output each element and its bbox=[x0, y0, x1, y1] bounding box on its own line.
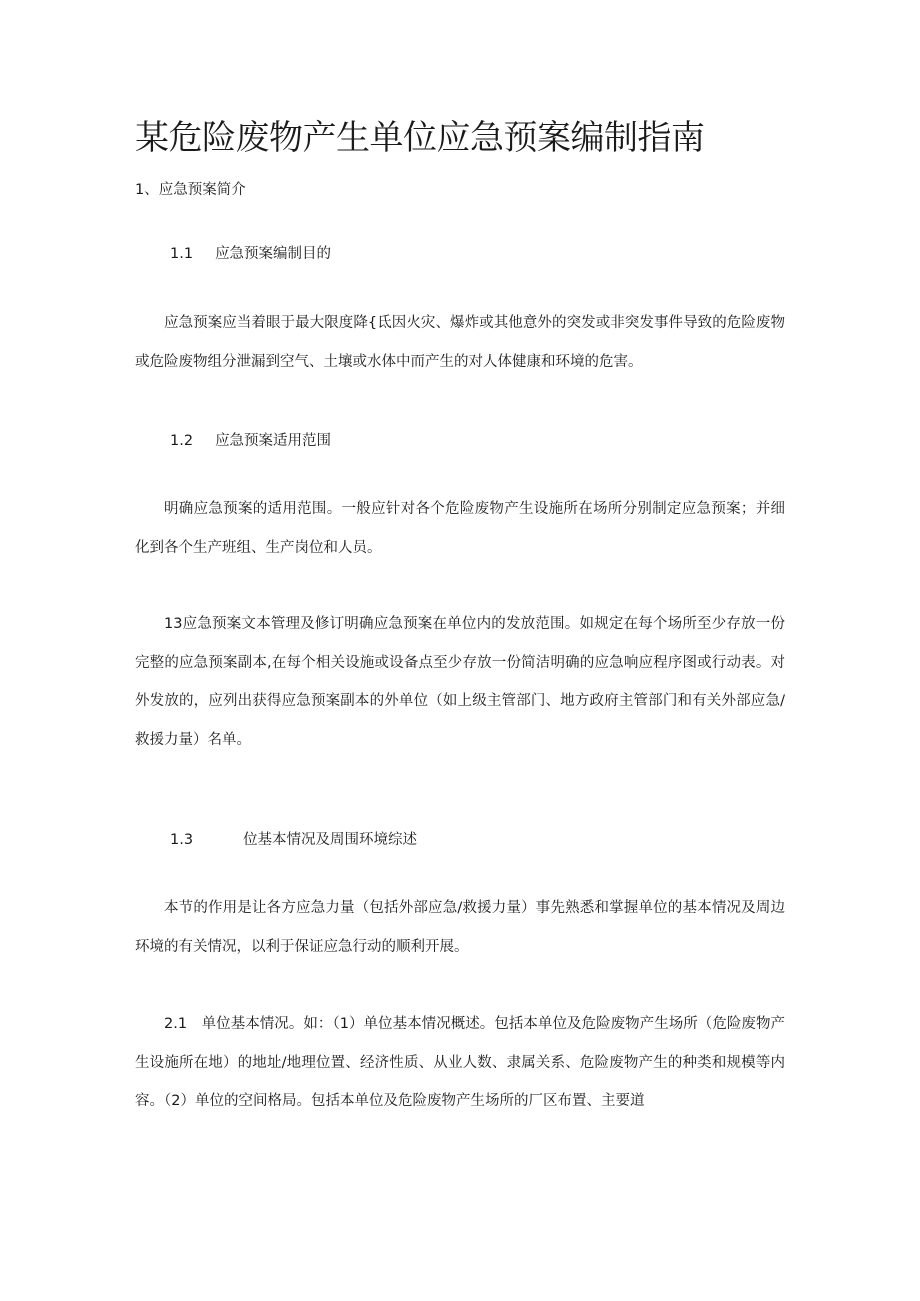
subheading-text: 应急预案编制目的 bbox=[215, 246, 332, 262]
document-title: 某危险废物产生单位应急预案编制指南 bbox=[135, 118, 705, 158]
paragraph-2-1: 2.1 单位基本情况。如：（1）单位基本情况概述。包括本单位及危险废物产生场所（危险废物产生设施所在地）的地址/地理位置、经济性质、从业人数、隶属关系、危险废物产生的种类和规模等内容。（2）单位的空间格局。包括本单位及危险废物产生场所的厂区布置、主要道 bbox=[135, 1016, 785, 1109]
subheading-1-1 bbox=[170, 244, 331, 264]
subheading-number: 1.1 bbox=[170, 246, 194, 262]
subheading-text: 应急预案适用范围 bbox=[215, 433, 332, 449]
paragraph-1-2: 明确应急预案的适用范围。一般应针对各个危险废物产生设施所在场所分别制定应急预案；并细化到各个生产班组、生产岗位和人员。 bbox=[135, 501, 785, 556]
paragraph-1-3: 本节的作用是让各方应急力量（包括外部应急/救援力量）事先熟悉和掌握单位的基本情况及周边环境的有关情况，以利于保证应急行动的顺利开展。 bbox=[135, 900, 785, 955]
subheading-number: 1.2 bbox=[170, 433, 194, 449]
paragraph-13: 13应急预案文本管理及修订明确应急预案在单位内的发放范围。如规定在每个场所至少存放一份完整的应急预案副本,在每个相关设施或设备点至少存放一份简洁明确的应急响应程序图或行动表。对外发放的，应列出获得应急预案副本的外单位（如上级主管部门、地方政府主管部门和有关外部应急/救援力量）名单。 bbox=[135, 616, 785, 748]
subheading-1-2 bbox=[170, 431, 331, 451]
subheading-text: 位基本情况及周围环境综述 bbox=[243, 832, 418, 848]
paragraph-1-1: 应急预案应当着眼于最大限度降{氐因火灾、爆炸或其他意外的突发或非突发事件导致的危险废物或危险废物组分泄漏到空气、土壤或水体中而产生的对人体健康和环境的危害。 bbox=[135, 315, 785, 370]
subheading-number: 1.3 bbox=[170, 832, 194, 848]
section-heading-1: 1、应急预案简介 bbox=[135, 182, 246, 198]
subheading-1-3 bbox=[170, 830, 417, 850]
